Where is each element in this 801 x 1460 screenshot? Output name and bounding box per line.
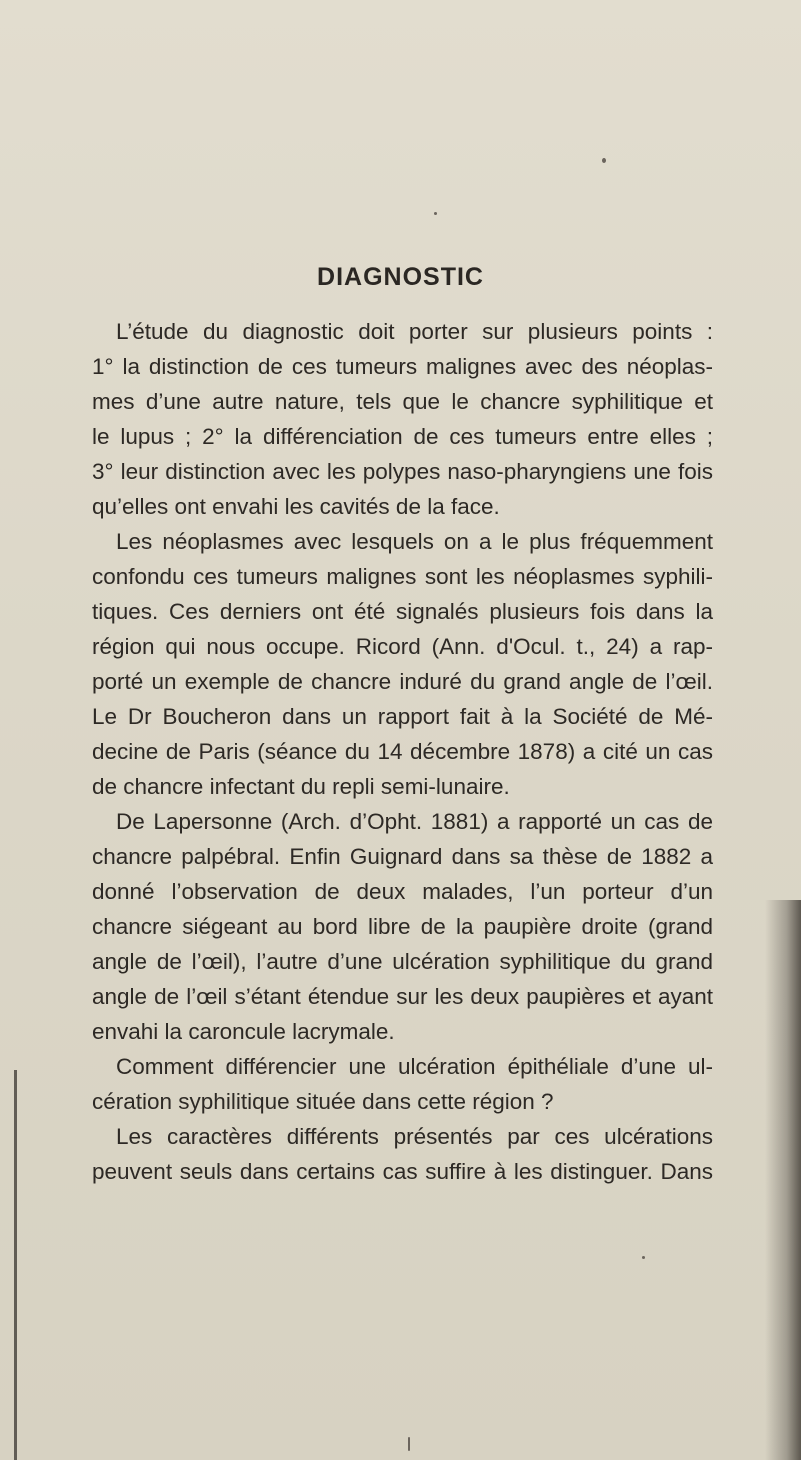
text-line: envahi la caroncule lacrymale. bbox=[92, 1019, 395, 1044]
text-line: confondu ces tumeurs malignes sont les néoplasmes syphili- bbox=[92, 564, 713, 589]
text-line: Les caractères différents présentés par ces ulcérations bbox=[116, 1124, 713, 1149]
text-line: chancre palpébral. Enfin Guignard dans sa thèse de 1882 a bbox=[92, 844, 713, 869]
text-line: 1° la distinction de ces tumeurs malignes avec des néoplas- bbox=[92, 354, 713, 379]
page-title: DIAGNOSTIC bbox=[317, 262, 484, 291]
text-line: L’étude du diagnostic doit porter sur plusieurs points : bbox=[116, 319, 713, 344]
text-line: de chancre infectant du repli semi-lunaire. bbox=[92, 774, 510, 799]
text-line: Comment différencier une ulcération épithéliale d’une ul- bbox=[116, 1054, 713, 1079]
text-line: De Lapersonne (Arch. d’Opht. 1881) a rapporté un cas de bbox=[116, 809, 713, 834]
text-line: chancre siégeant au bord libre de la paupière droite (grand bbox=[92, 914, 713, 939]
text-line: angle de l’œil), l’autre d’une ulcération syphilitique du grand bbox=[92, 949, 713, 974]
text-line: angle de l’œil s’étant étendue sur les deux paupières et ayant bbox=[92, 984, 713, 1009]
text-line: donné l’observation de deux malades, l’un porteur d’un bbox=[92, 879, 713, 904]
text-line: mes d’une autre nature, tels que le chancre syphilitique et bbox=[92, 389, 713, 414]
text-line: le lupus ; 2° la différenciation de ces tumeurs entre elles ; bbox=[92, 424, 713, 449]
text-line: decine de Paris (séance du 14 décembre 1878) a cité un cas bbox=[92, 739, 713, 764]
text-line: peuvent seuls dans certains cas suffire à les distinguer. Dans bbox=[92, 1159, 713, 1184]
text-line: porté un exemple de chancre induré du grand angle de l’œil. bbox=[92, 669, 713, 694]
text-line: région qui nous occupe. Ricord (Ann. d'Ocul. t., 24) a rap- bbox=[92, 634, 713, 659]
text-line: Le Dr Boucheron dans un rapport fait à la Société de Mé- bbox=[92, 704, 713, 729]
text-line: Les néoplasmes avec lesquels on a le plus fréquemment bbox=[116, 529, 713, 554]
text-line: qu’elles ont envahi les cavités de la face. bbox=[92, 494, 500, 519]
text-line: tiques. Ces derniers ont été signalés plusieurs fois dans la bbox=[92, 599, 713, 624]
text-line: 3° leur distinction avec les polypes naso-pharyngiens une fois bbox=[92, 459, 713, 484]
text-line: cération syphilitique située dans cette région ? bbox=[92, 1089, 554, 1114]
